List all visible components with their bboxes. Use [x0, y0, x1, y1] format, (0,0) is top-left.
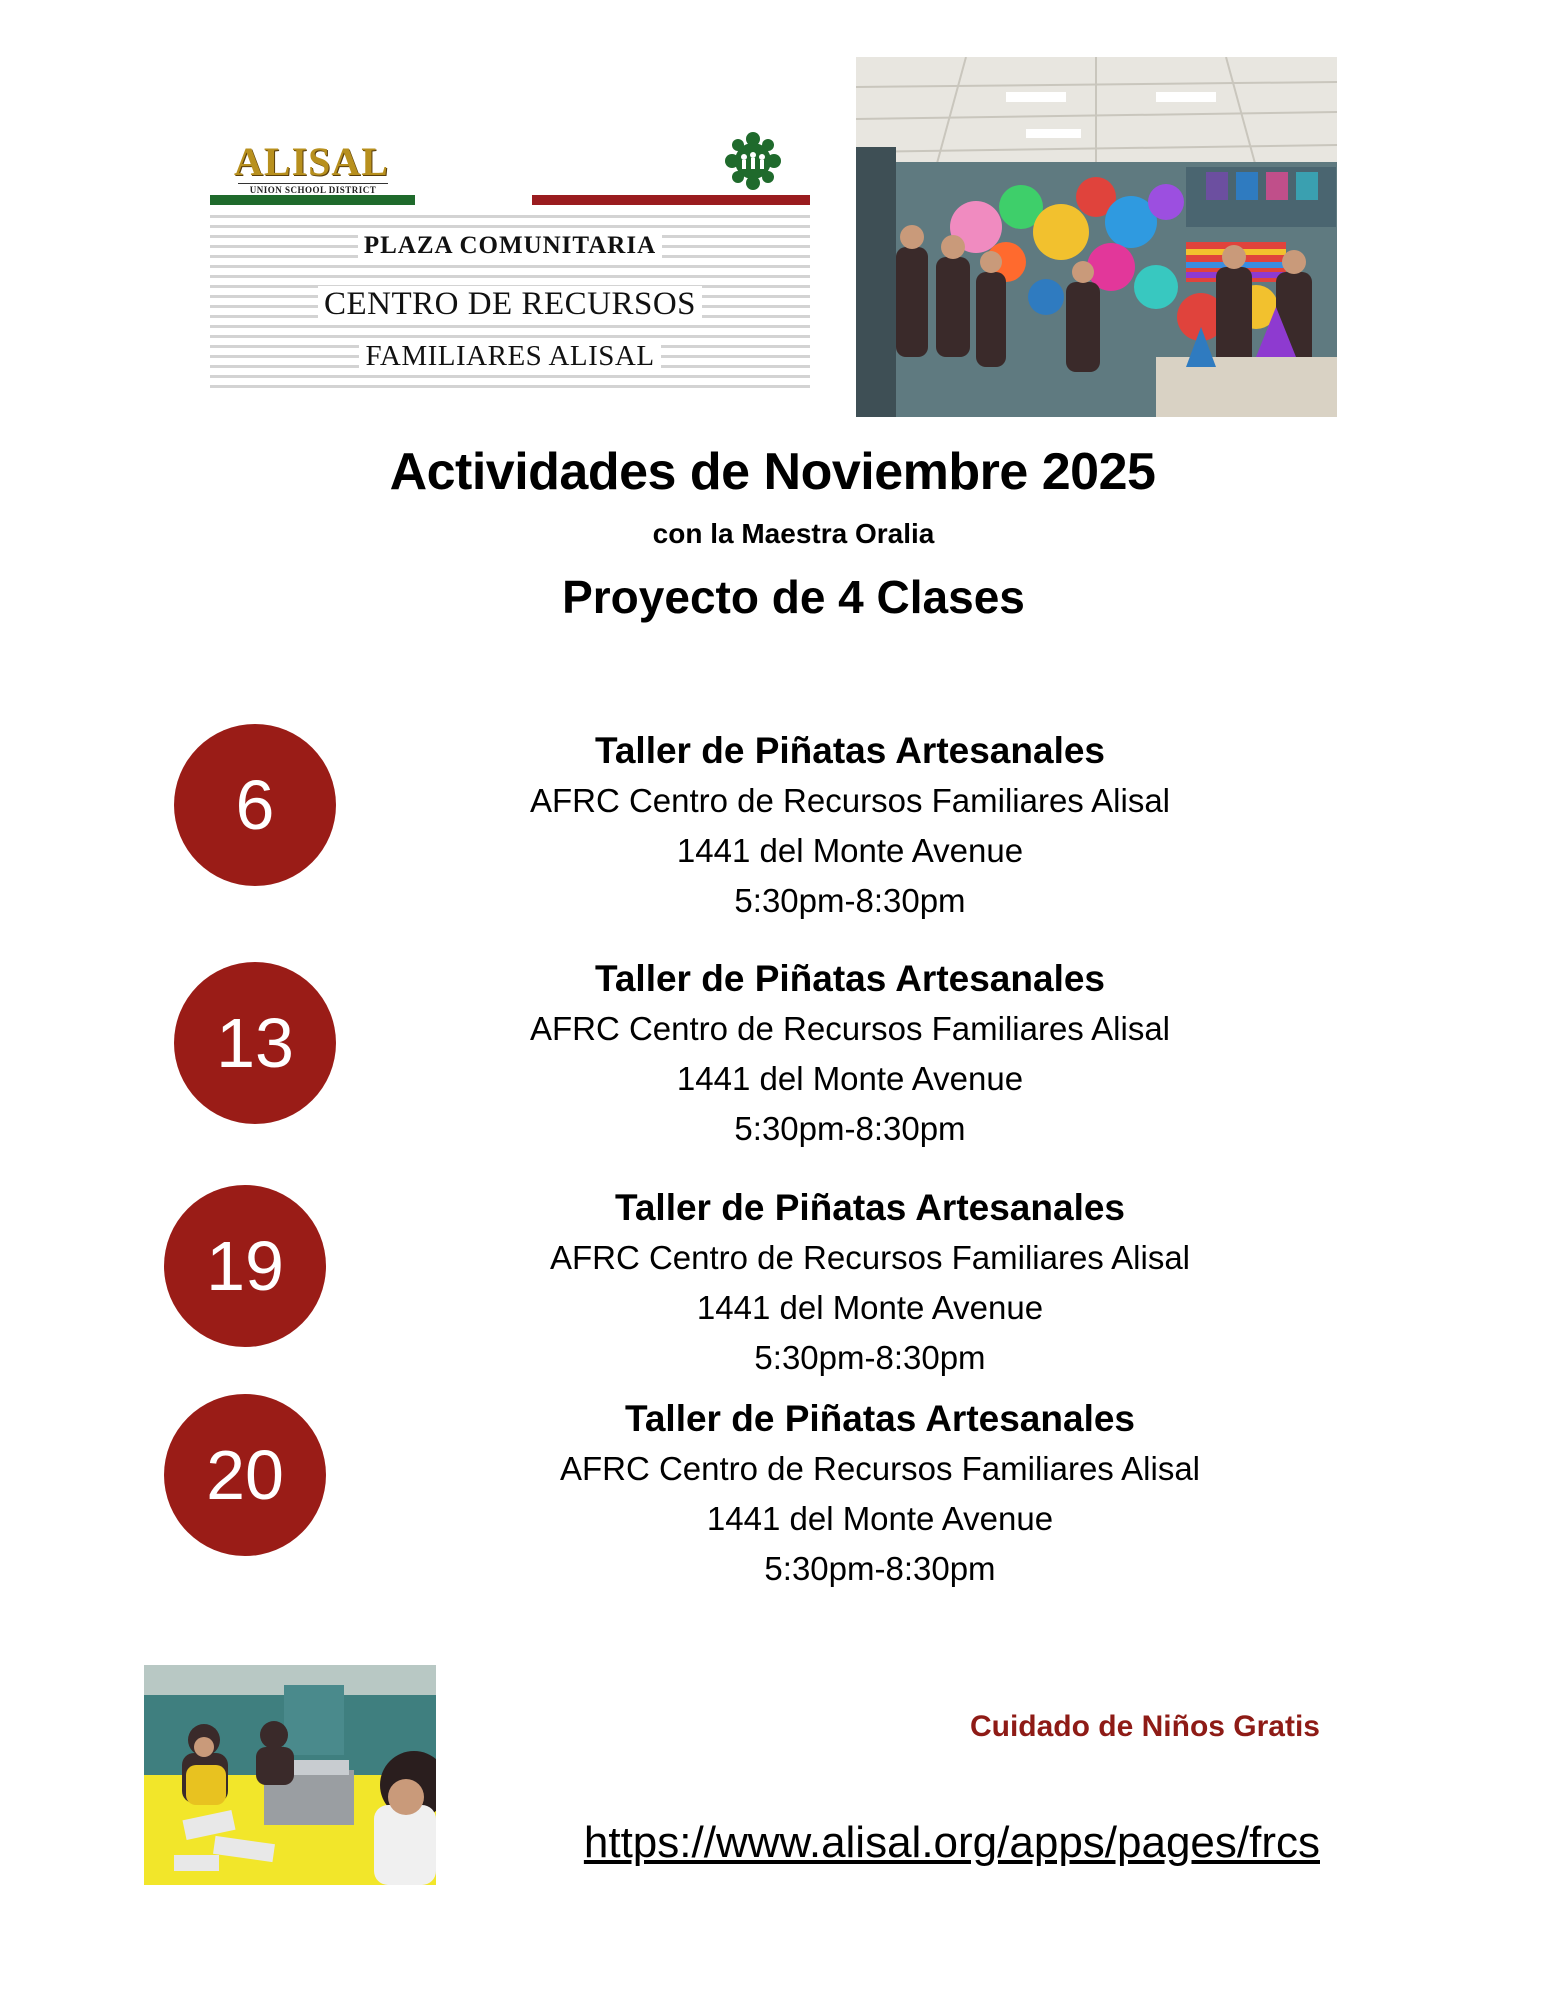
date-circle: 6	[174, 724, 336, 886]
event-time: 5:30pm-8:30pm	[734, 1110, 966, 1147]
plaza-comunitaria-logo	[210, 120, 810, 392]
event-item	[0, 1388, 1545, 1588]
free-childcare-note: Cuidado de Niños Gratis	[969, 1710, 1320, 1743]
event-title: Taller de Piñatas Artesanales	[614, 1187, 1125, 1228]
red-accent-bar	[532, 195, 810, 205]
event-title: Taller de Piñatas Artesanales	[594, 958, 1105, 999]
event-details	[470, 726, 1230, 926]
event-place: AFRC Centro de Recursos Familiares Alisal	[549, 1239, 1191, 1276]
alisal-logo-subtitle: UNION SCHOOL DISTRICT	[238, 183, 388, 197]
event-place: AFRC Centro de Recursos Familiares Alisal	[529, 1010, 1171, 1047]
date-circle: 13	[174, 962, 336, 1124]
page-title: Actividades de Noviembre 2025	[389, 443, 1156, 501]
event-address: 1441 del Monte Avenue	[676, 832, 1024, 869]
event-details	[490, 1183, 1250, 1383]
event-time: 5:30pm-8:30pm	[734, 882, 966, 919]
workshop-group-photo	[856, 57, 1337, 417]
teacher-subtitle: con la Maestra Oralia	[652, 518, 935, 549]
event-item	[0, 1177, 1545, 1377]
date-circle: 19	[164, 1185, 326, 1347]
event-address: 1441 del Monte Avenue	[696, 1289, 1044, 1326]
craft-table-photo	[144, 1665, 436, 1885]
alisal-district-logo	[234, 138, 404, 198]
logo-line-centro: CENTRO DE RECURSOS	[318, 286, 702, 322]
event-item	[0, 948, 1545, 1148]
event-time: 5:30pm-8:30pm	[764, 1550, 996, 1587]
green-accent-bar	[210, 195, 415, 205]
frcs-website-link[interactable]: https://www.alisal.org/apps/pages/frcs	[583, 1818, 1320, 1867]
event-address: 1441 del Monte Avenue	[706, 1500, 1054, 1537]
event-details	[470, 954, 1230, 1154]
event-details	[500, 1394, 1260, 1594]
event-title: Taller de Piñatas Artesanales	[624, 1398, 1135, 1439]
event-address: 1441 del Monte Avenue	[676, 1060, 1024, 1097]
event-title: Taller de Piñatas Artesanales	[594, 730, 1105, 771]
event-item	[0, 720, 1545, 920]
project-heading: Proyecto de 4 Clases	[562, 571, 1025, 623]
logo-line-plaza: PLAZA COMUNITARIA	[358, 232, 662, 259]
plaza-emblem-icon	[724, 130, 782, 192]
alisal-logo-word: ALISAL	[234, 139, 389, 184]
logo-line-familiares: FAMILIARES ALISAL	[359, 340, 660, 372]
event-place: AFRC Centro de Recursos Familiares Alisal	[559, 1450, 1201, 1487]
event-time: 5:30pm-8:30pm	[754, 1339, 986, 1376]
date-circle: 20	[164, 1394, 326, 1556]
event-place: AFRC Centro de Recursos Familiares Alisal	[529, 782, 1171, 819]
